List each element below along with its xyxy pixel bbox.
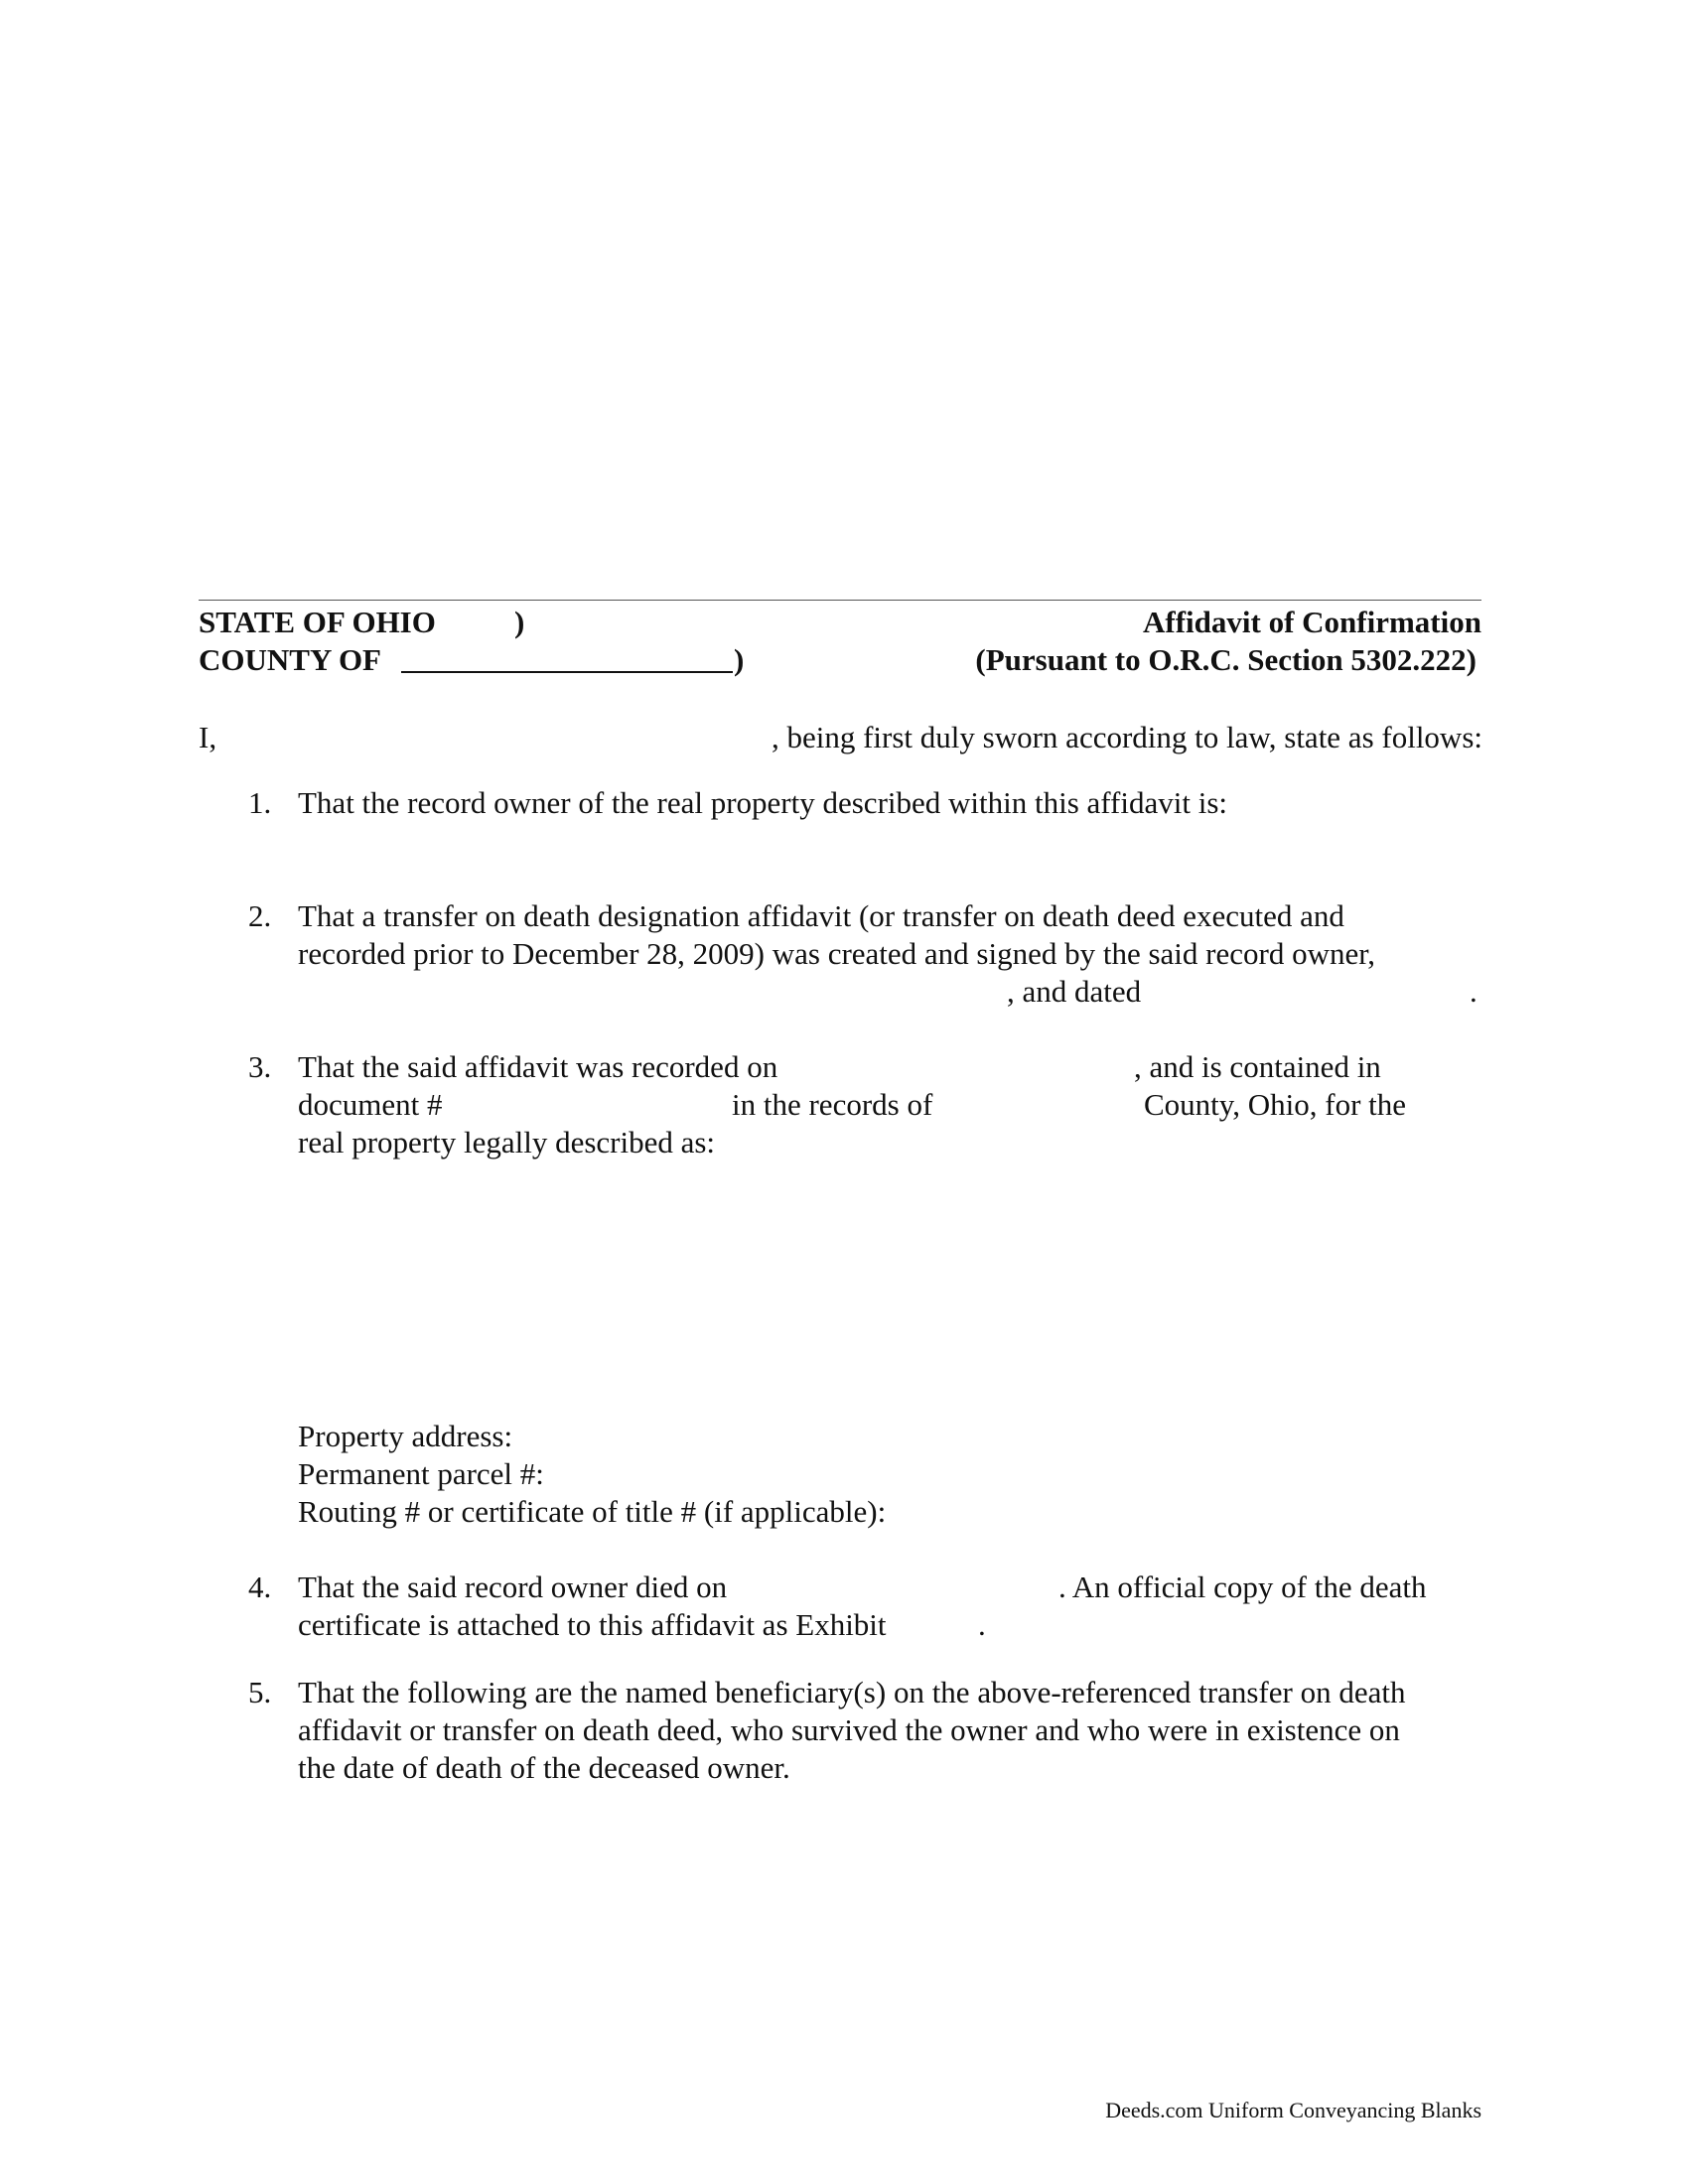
item-4-line-2b: .	[978, 1607, 986, 1642]
item-3-line-2a: document #	[298, 1087, 443, 1122]
document-subtitle: (Pursuant to O.R.C. Section 5302.222)	[975, 642, 1477, 677]
item-5-line-2: affidavit or transfer on death deed, who survived the owner and who were in existence on	[298, 1712, 1400, 1747]
document-title: Affidavit of Confirmation	[1143, 605, 1481, 639]
item-3-line-1b: , and is contained in	[1134, 1049, 1381, 1084]
intro-lead: I,	[199, 720, 217, 754]
item-4-number: 4.	[248, 1570, 272, 1604]
county-blank	[401, 641, 733, 682]
item-4-line-2a: certificate is attached to this affidavit as Exhibit	[298, 1607, 887, 1642]
state-label: STATE OF OHIO	[199, 605, 436, 639]
item-5-line-3: the date of death of the deceased owner.	[298, 1750, 790, 1785]
item-2-line-2: recorded prior to December 28, 2009) was created and signed by the said record owner,	[298, 936, 1376, 971]
item-2-line-3-end: .	[1470, 974, 1477, 1009]
property-address-label: Property address:	[298, 1419, 513, 1453]
state-paren: )	[514, 605, 525, 639]
footer-text: Deeds.com Uniform Conveyancing Blanks	[1105, 2098, 1481, 2122]
item-1-number: 1.	[248, 785, 272, 820]
item-1-line-1: That the record owner of the real property described within this affidavit is:	[298, 785, 1228, 820]
item-4-line-1a: That the said record owner died on	[298, 1570, 728, 1604]
item-5-line-1: That the following are the named beneficiary(s) on the above-referenced transfer on death	[298, 1675, 1406, 1709]
item-5-number: 5.	[248, 1675, 272, 1709]
item-2-line-1: That a transfer on death designation affidavit (or transfer on death deed executed and	[298, 898, 1344, 933]
parcel-label: Permanent parcel #:	[298, 1456, 544, 1491]
intro-rest: , being first duly sworn according to law, state as follows:	[771, 720, 1482, 754]
item-3-number: 3.	[248, 1049, 272, 1084]
routing-label: Routing # or certificate of title # (if applicable):	[298, 1494, 887, 1529]
item-3-line-2b: in the records of	[732, 1087, 933, 1122]
item-2-number: 2.	[248, 898, 272, 933]
header-rule	[199, 600, 1481, 601]
item-3-line-2c: County, Ohio, for the	[1144, 1087, 1407, 1122]
county-label: COUNTY OF	[199, 642, 381, 677]
item-4-line-1b: . An official copy of the death	[1058, 1570, 1427, 1604]
item-2-line-3: , and dated	[1007, 974, 1142, 1009]
item-3-line-3: real property legally described as:	[298, 1125, 716, 1160]
item-3-line-1a: That the said affidavit was recorded on	[298, 1049, 778, 1084]
county-paren: )	[734, 642, 745, 677]
